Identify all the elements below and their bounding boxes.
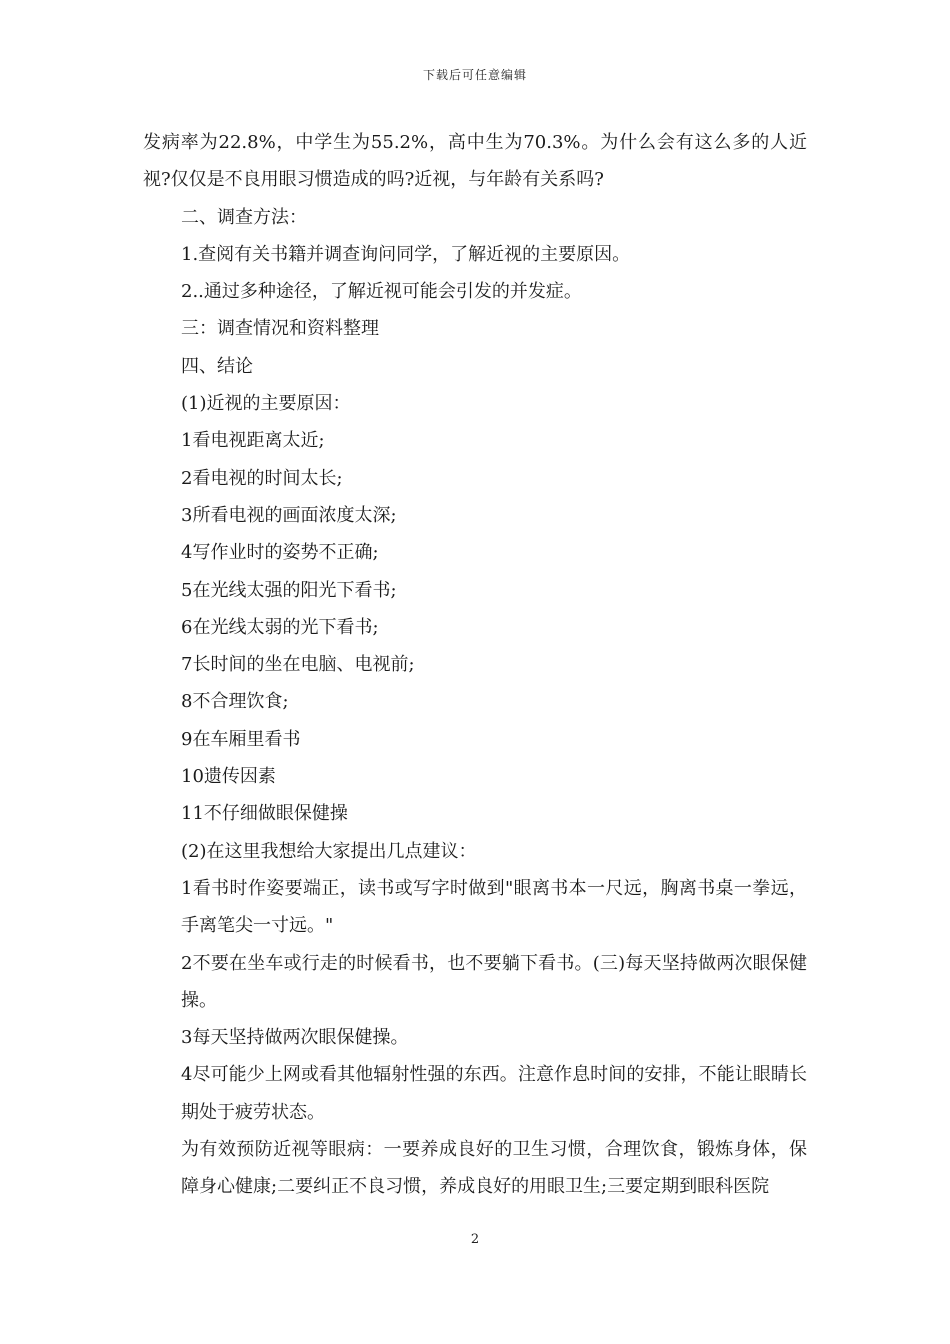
list-item: 1看电视距离太近; (181, 430, 325, 452)
list-item: 11不仔细做眼保健操 (181, 803, 348, 825)
list-item: 4写作业时的姿势不正确; (181, 542, 379, 564)
subheading-suggestions: (2)在这里我想给大家提出几点建议： (181, 840, 477, 862)
suggestion-item: 3每天坚持做两次眼保健操。 (181, 1027, 409, 1049)
document-body (143, 124, 807, 1206)
paragraph-intro: 发病率为22.8%，中学生为55.2%，高中生为70.3%。为什么会有这么多的人近视?仅仅是不良用眼习惯造成的吗?近视，与年龄有关系吗? (143, 132, 807, 191)
heading-survey-situation: 三：调查情况和资料整理 (181, 318, 379, 340)
subheading-main-causes: (1)近视的主要原因： (181, 393, 351, 415)
page-header: 下载后可任意编辑 (422, 68, 527, 82)
list-item: 1.查阅有关书籍并调查询问同学，了解近视的主要原因。 (181, 243, 631, 265)
list-item: 3所看电视的画面浓度太深; (181, 504, 397, 526)
suggestion-item: 4尽可能少上网或看其他辐射性强的东西。注意作息时间的安排，不能让眼睛长期处于疲劳状态。 (181, 1064, 807, 1123)
paragraph-prevention: 为有效预防近视等眼病：一要养成良好的卫生习惯，合理饮食，锻炼身体，保障身心健康;二要纠正不良习惯，养成良好的用眼卫生;三要定期到眼科医院 (181, 1139, 807, 1198)
heading-conclusion: 四、结论 (181, 355, 253, 377)
page-number: 2 (470, 1232, 480, 1247)
list-item: 2..通过多种途径，了解近视可能会引发的并发症。 (181, 281, 582, 303)
list-item: 5在光线太强的阳光下看书; (181, 579, 397, 601)
suggestion-item: 2不要在坐车或行走的时候看书，也不要躺下看书。(三)每天坚持做两次眼保健操。 (181, 952, 807, 1011)
list-item: 9在车厢里看书 (181, 728, 301, 750)
list-item: 7长时间的坐在电脑、电视前; (181, 654, 415, 676)
list-item: 2看电视的时间太长; (181, 467, 343, 489)
suggestion-item: 1看书时作姿要端正，读书或写字时做到"眼离书本一尺远，胸离书桌一拳远，手离笔尖一寸远。" (181, 877, 807, 937)
heading-survey-method: 二、调查方法： (181, 206, 307, 228)
list-item: 10遗传因素 (181, 766, 276, 788)
list-item: 8不合理饮食; (181, 691, 289, 713)
list-item: 6在光线太弱的光下看书; (181, 616, 379, 638)
